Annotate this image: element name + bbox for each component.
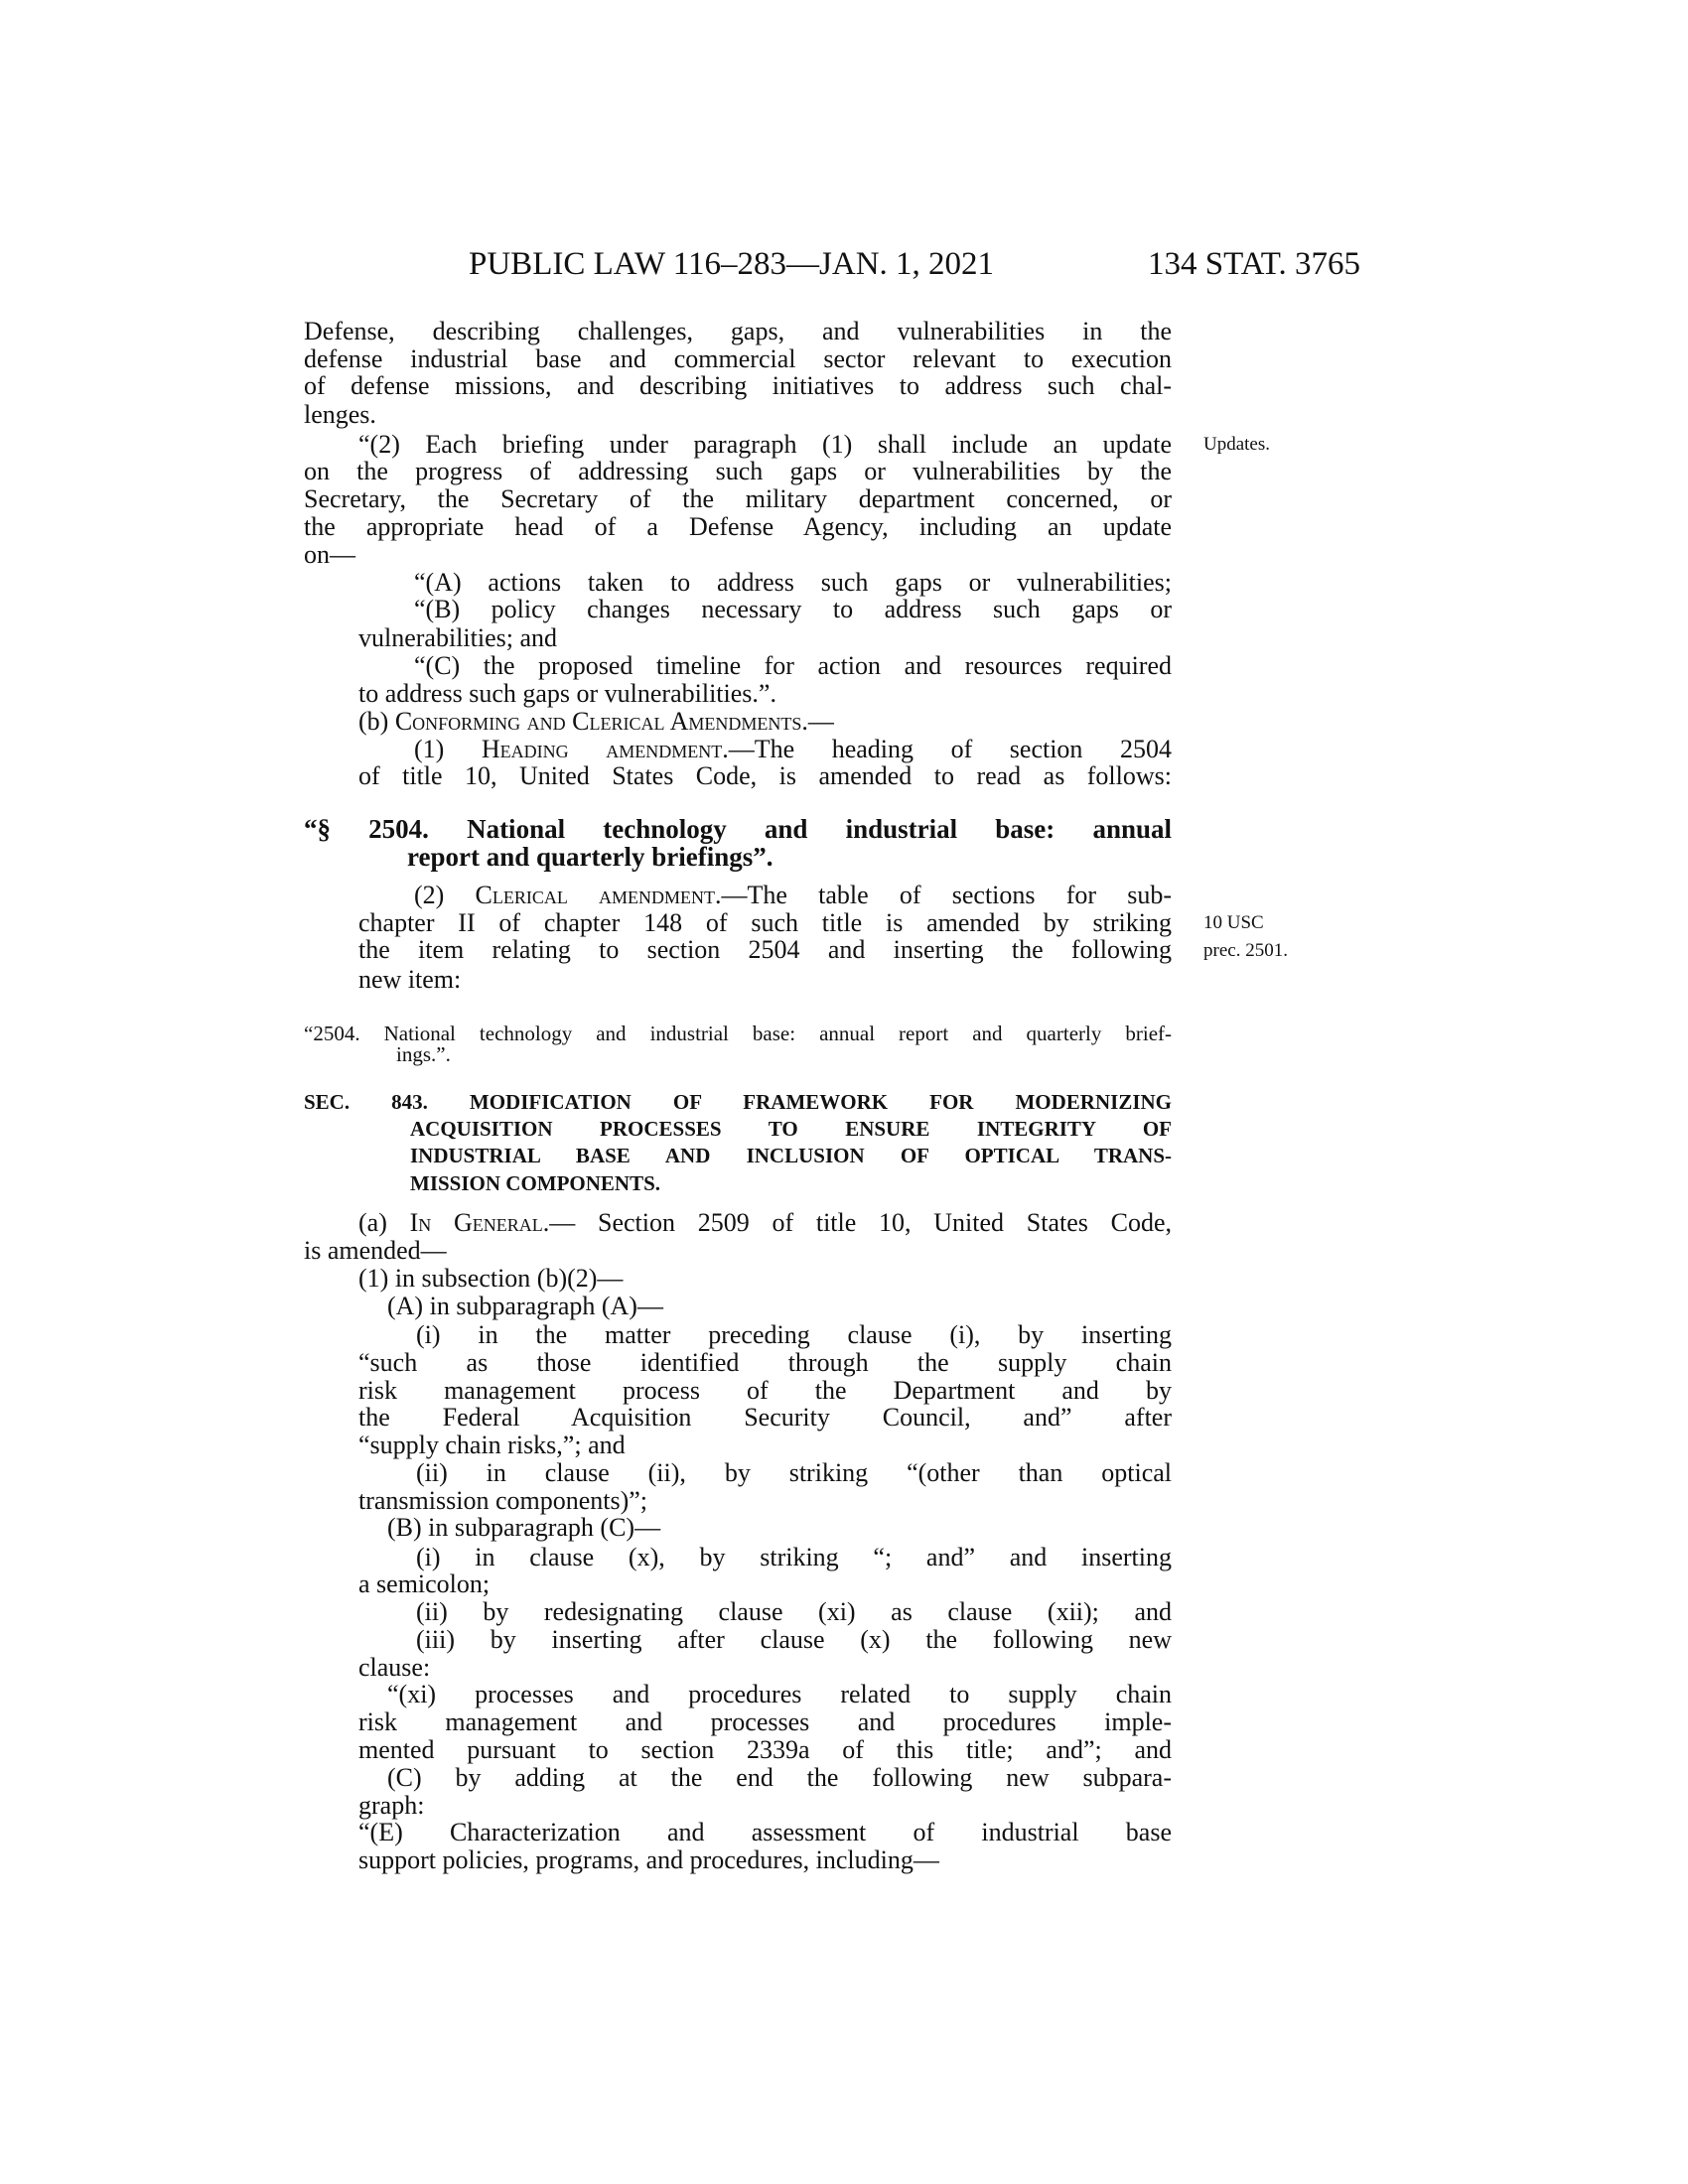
text-line [416,1459,1172,1487]
text-line [358,624,1172,652]
text-run: risk management process of the Department and by [358,1376,1172,1405]
text-run: “2504. National technology and industrial base: annual report and quarterly brief- [304,1022,1172,1045]
sec-843-heading-line [410,1142,1172,1169]
text-run: support policies, programs, and procedures, including— [358,1845,939,1874]
text-run: defense industrial base and commercial sector relevant to execution [304,344,1172,373]
text-line [414,569,1172,597]
text-line [358,708,1172,736]
text-line [414,652,1172,680]
text-run: of defense missions, and describing initiatives to address such chal- [304,371,1172,400]
section-heading-line [407,843,1172,871]
text-run: “(E) Characterization and assessment of industrial base [358,1818,1172,1846]
text-line [416,1626,1172,1654]
text-line [304,318,1172,345]
text-line [416,1544,1172,1571]
text-line [304,401,1172,429]
text-line [304,458,1172,485]
text-run: (ii) by redesignating clause (xi) as clause (xii); and [416,1597,1172,1626]
text-run: .—The table of sections for sub- [715,881,1172,909]
text-run: ings.”. [396,1042,451,1066]
text-line [358,762,1172,790]
text-run: (b) [358,707,395,736]
text-run: SEC. 843. MODIFICATION OF FRAMEWORK FOR MODERNIZING [304,1090,1172,1114]
text-line [358,1404,1172,1432]
sec-843-heading-line [304,1088,1172,1116]
text-run: “(2) Each briefing under paragraph (1) shall include an update [358,430,1172,459]
text-run: (a) [358,1208,410,1237]
text-line [358,680,1172,708]
text-line [414,736,1172,763]
text-run: Defense, describing challenges, gaps, and vulnerabilities in the [304,317,1172,345]
text-run: the appropriate head of a Defense Agency, including an update [304,512,1172,541]
text-run: (C) by adding at the end the following new subpara- [387,1763,1172,1792]
text-run: INDUSTRIAL BASE AND INCLUSION OF OPTICAL TRANS- [410,1144,1172,1167]
text-run: on the progress of addressing such gaps or vulnerabilities by the [304,457,1172,485]
text-line [387,1514,1172,1542]
text-run: (B) in subparagraph (C)— [387,1513,661,1542]
sec-843-heading-line [410,1169,1172,1197]
text-run: lenges. [304,400,376,429]
text-run: the Federal Acquisition Security Council, and” after [358,1403,1172,1432]
text-line [304,541,1172,569]
text-line [387,1764,1172,1792]
text-line [358,431,1172,459]
text-run: (ii) in clause (ii), by striking “(other than optical [416,1458,1172,1487]
text-run: .— Section 2509 of title 10, United States Code, [542,1208,1172,1237]
text-run: new item: [358,965,462,994]
text-line [387,1293,1172,1320]
text-line [358,1209,1172,1237]
text-line [304,485,1172,513]
text-run: “(C) the proposed timeline for action and resources required [414,651,1172,680]
text-run: report and quarterly briefings”. [407,842,774,872]
text-run: (A) in subparagraph (A)— [387,1292,663,1320]
text-run: “supply chain risks,”; and [358,1431,626,1459]
text-run: (2) [414,881,476,909]
text-run: (i) in clause (x), by striking “; and” and inserting [416,1543,1172,1571]
text-run: .— [801,707,834,736]
text-line [304,372,1172,400]
text-run: “(A) actions taken to address such gaps or vulnerabilities; [414,568,1172,597]
margin-note-usc: 10 USC [1203,912,1264,933]
text-run: “such as those identified through the supply chain [358,1348,1172,1377]
text-line [358,1570,1172,1598]
text-line [358,1846,1172,1874]
text-run: chapter II of chapter 148 of such title is amended by striking [358,908,1172,937]
subsection-heading: In General [409,1208,543,1237]
text-line [358,1792,1172,1820]
text-line [358,966,1172,994]
text-run: graph: [358,1791,425,1820]
text-run: of title 10, United States Code, is amended to read as follows: [358,761,1172,790]
text-run: risk management and processes and procedures imple- [358,1707,1172,1736]
text-line [358,936,1172,964]
text-run: “(B) policy changes necessary to address such gaps or [414,595,1172,623]
text-line [358,1736,1172,1764]
text-line [358,1708,1172,1736]
text-run: “§ 2504. National technology and industrial base: annual [304,814,1172,844]
text-line [358,1487,1172,1515]
text-run: to address such gaps or vulnerabilities.”. [358,679,776,708]
text-run: a semicolon; [358,1570,491,1598]
text-run: (1) [414,735,482,763]
text-line [414,882,1172,909]
text-run: transmission components)”; [358,1486,648,1515]
subsection-heading: Heading amendment [481,735,723,763]
public-law-title: PUBLIC LAW 116–283—JAN. 1, 2021 [469,246,995,282]
text-run: ACQUISITION PROCESSES TO ENSURE INTEGRITY OF [410,1117,1172,1141]
section-heading-line [304,815,1172,843]
text-line [358,1432,1172,1459]
subsection-heading: Clerical amendment [475,881,716,909]
subsection-heading: Conforming and Clerical Amendments [394,707,802,736]
text-run: (1) in subsection (b)(2)— [358,1264,624,1293]
text-line [416,1598,1172,1626]
text-run: Secretary, the Secretary of the military department concerned, or [304,484,1172,513]
text-run: is amended— [304,1236,447,1265]
text-run: on— [304,540,355,569]
text-line [358,1654,1172,1682]
text-line [304,1237,1172,1265]
text-run: (i) in the matter preceding clause (i), by inserting [416,1320,1172,1349]
text-run: “(xi) processes and procedures related to supply chain [387,1680,1172,1708]
text-run: the item relating to section 2504 and inserting the following [358,935,1172,964]
text-line [358,1349,1172,1377]
sec-843-heading-line [410,1115,1172,1143]
text-line [304,513,1172,541]
text-run: clause: [358,1653,431,1682]
margin-note-prec: prec. 2501. [1203,940,1288,961]
text-line [304,345,1172,373]
text-line [358,1265,1172,1293]
text-line [416,1321,1172,1349]
text-run: vulnerabilities; and [358,623,558,652]
text-run: mented pursuant to section 2339a of this title; and”; and [358,1735,1172,1764]
text-line [387,1681,1172,1708]
margin-note-updates: Updates. [1203,434,1271,455]
text-line [358,1819,1172,1846]
text-run: (iii) by inserting after clause (x) the following new [416,1625,1172,1654]
text-line [358,909,1172,937]
text-line [358,1377,1172,1405]
statute-page-number: 134 STAT. 3765 [1148,246,1361,282]
text-run: MISSION COMPONENTS. [410,1171,661,1195]
table-item-line [396,1040,1172,1068]
text-line [414,596,1172,623]
text-run: .—The heading of section 2504 [722,735,1172,763]
